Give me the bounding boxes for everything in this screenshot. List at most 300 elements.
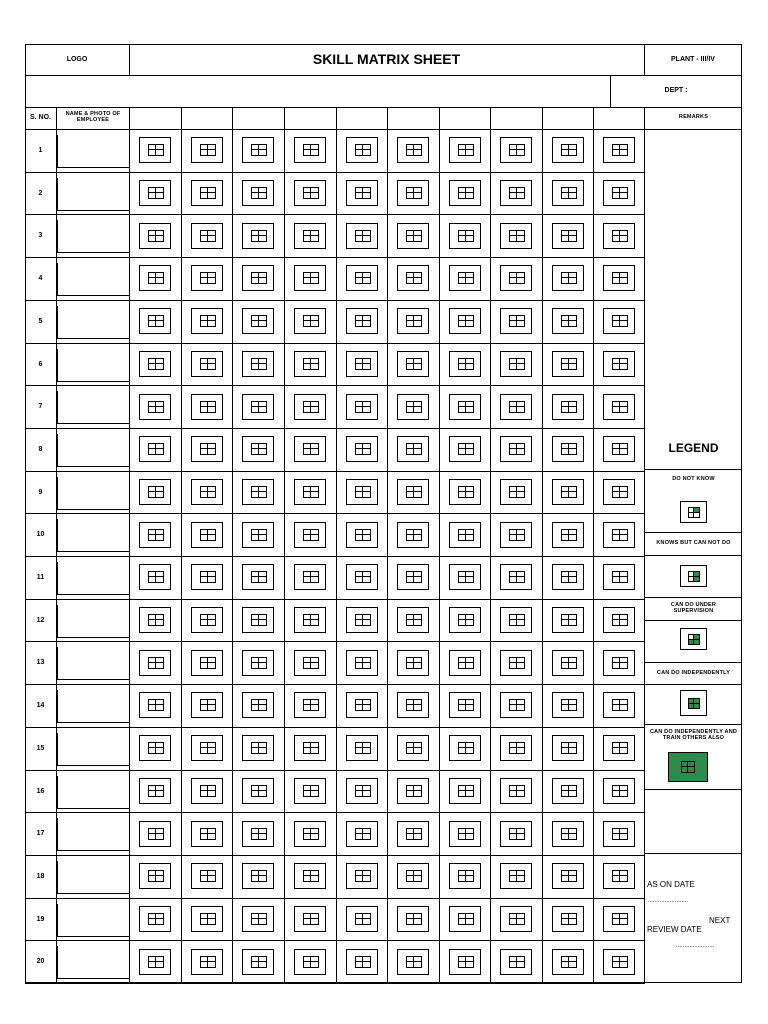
- skill-level-cell[interactable]: [242, 394, 274, 420]
- skill-level-cell[interactable]: [603, 949, 635, 975]
- skill-level-cell[interactable]: [552, 436, 584, 462]
- skill-level-cell[interactable]: [346, 692, 378, 718]
- review-date-blank: .......................: [676, 943, 715, 949]
- skill-level-cell[interactable]: [449, 778, 481, 804]
- skill-level-cell[interactable]: [346, 564, 378, 590]
- skill-level-cell[interactable]: [500, 394, 532, 420]
- skill-level-cell[interactable]: [552, 265, 584, 291]
- skill-level-cell[interactable]: [603, 180, 635, 206]
- skill-level-cell[interactable]: [139, 522, 171, 548]
- skill-level-cell[interactable]: [191, 949, 223, 975]
- employee-name-photo-field[interactable]: [57, 306, 129, 339]
- skill-quadrant-icon: [148, 913, 164, 925]
- skill-level-cell[interactable]: [346, 821, 378, 847]
- skill-level-cell[interactable]: [139, 778, 171, 804]
- divider: [645, 555, 742, 556]
- skill-quadrant-icon: [148, 956, 164, 968]
- skill-level-cell[interactable]: [603, 265, 635, 291]
- skill-level-cell[interactable]: [500, 821, 532, 847]
- skill-level-cell[interactable]: [242, 351, 274, 377]
- skill-level-cell[interactable]: [191, 394, 223, 420]
- skill-quadrant-icon: [251, 401, 267, 413]
- skill-level-cell[interactable]: [552, 735, 584, 761]
- skill-quadrant-icon: [406, 230, 422, 242]
- skill-level-cell[interactable]: [294, 650, 326, 676]
- skill-level-cell[interactable]: [139, 137, 171, 163]
- skill-level-cell[interactable]: [552, 650, 584, 676]
- skill-level-cell[interactable]: [346, 522, 378, 548]
- skill-quadrant-icon: [200, 699, 216, 711]
- skill-level-cell[interactable]: [346, 308, 378, 334]
- skill-level-cell[interactable]: [191, 564, 223, 590]
- skill-quadrant-icon: [561, 870, 577, 882]
- row-serial-number: 20: [36, 957, 45, 965]
- skill-level-cell[interactable]: [552, 607, 584, 633]
- skill-level-cell[interactable]: [449, 479, 481, 505]
- skill-level-cell[interactable]: [449, 906, 481, 932]
- employee-name-photo-field[interactable]: [57, 391, 129, 424]
- skill-level-cell[interactable]: [191, 223, 223, 249]
- skill-quadrant-icon: [303, 913, 319, 925]
- logo-placeholder: LOGO: [66, 55, 88, 63]
- skill-level-cell[interactable]: [552, 863, 584, 889]
- skill-level-cell[interactable]: [552, 351, 584, 377]
- skill-quadrant-icon: [406, 571, 422, 583]
- skill-level-cell[interactable]: [603, 778, 635, 804]
- skill-level-cell[interactable]: [552, 821, 584, 847]
- skill-level-cell[interactable]: [139, 821, 171, 847]
- skill-level-cell[interactable]: [449, 949, 481, 975]
- skill-level-cell[interactable]: [603, 137, 635, 163]
- skill-level-cell[interactable]: [191, 137, 223, 163]
- employee-name-photo-field[interactable]: [57, 178, 129, 211]
- skill-level-cell[interactable]: [242, 180, 274, 206]
- skill-level-cell[interactable]: [346, 479, 378, 505]
- skill-quadrant-icon: [355, 187, 371, 199]
- skill-level-cell[interactable]: [397, 479, 429, 505]
- skill-level-cell[interactable]: [449, 265, 481, 291]
- skill-level-cell[interactable]: [500, 137, 532, 163]
- skill-level-cell[interactable]: [603, 821, 635, 847]
- skill-level-cell[interactable]: [603, 564, 635, 590]
- skill-quadrant-icon: [355, 144, 371, 156]
- skill-level-cell[interactable]: [191, 180, 223, 206]
- skill-level-cell[interactable]: [294, 223, 326, 249]
- skill-level-cell[interactable]: [397, 308, 429, 334]
- skill-level-cell[interactable]: [397, 436, 429, 462]
- employee-name-photo-field[interactable]: [57, 733, 129, 766]
- skill-level-cell[interactable]: [552, 778, 584, 804]
- skill-level-cell[interactable]: [346, 949, 378, 975]
- skill-level-cell[interactable]: [191, 479, 223, 505]
- employee-name-photo-field[interactable]: [57, 562, 129, 595]
- row-serial-number: 10: [36, 530, 45, 538]
- skill-level-cell[interactable]: [191, 778, 223, 804]
- divider: [645, 620, 742, 621]
- row-serial-number: 3: [38, 231, 43, 239]
- skill-level-cell[interactable]: [191, 351, 223, 377]
- skill-level-cell[interactable]: [191, 735, 223, 761]
- skill-level-cell[interactable]: [294, 607, 326, 633]
- skill-level-cell[interactable]: [397, 692, 429, 718]
- skill-quadrant-icon: [355, 956, 371, 968]
- skill-level-cell[interactable]: [346, 223, 378, 249]
- skill-level-cell[interactable]: [397, 650, 429, 676]
- skill-level-cell[interactable]: [397, 351, 429, 377]
- skill-level-cell[interactable]: [500, 949, 532, 975]
- row-divider: [25, 812, 645, 813]
- skill-level-cell[interactable]: [449, 137, 481, 163]
- skill-level-cell[interactable]: [449, 650, 481, 676]
- skill-level-cell[interactable]: [397, 223, 429, 249]
- skill-level-cell[interactable]: [397, 265, 429, 291]
- skill-quadrant-icon: [561, 913, 577, 925]
- skill-level-cell[interactable]: [500, 692, 532, 718]
- skill-level-cell[interactable]: [603, 906, 635, 932]
- employee-name-photo-field[interactable]: [57, 263, 129, 296]
- skill-level-cell[interactable]: [552, 692, 584, 718]
- skill-quadrant-icon: [612, 401, 628, 413]
- skill-level-cell[interactable]: [242, 650, 274, 676]
- skill-level-cell[interactable]: [603, 692, 635, 718]
- skill-level-cell[interactable]: [242, 436, 274, 462]
- skill-level-cell[interactable]: [397, 564, 429, 590]
- row-divider: [25, 599, 645, 600]
- skill-level-cell[interactable]: [346, 137, 378, 163]
- skill-level-cell[interactable]: [603, 863, 635, 889]
- skill-quadrant-icon: [148, 144, 164, 156]
- skill-level-cell[interactable]: [139, 223, 171, 249]
- skill-level-cell[interactable]: [139, 180, 171, 206]
- skill-quadrant-icon: [406, 529, 422, 541]
- skill-level-cell[interactable]: [449, 436, 481, 462]
- skill-quadrant-icon: [561, 614, 577, 626]
- skill-level-cell[interactable]: [552, 522, 584, 548]
- skill-level-cell[interactable]: [139, 436, 171, 462]
- skill-quadrant-icon: [406, 913, 422, 925]
- skill-level-cell[interactable]: [397, 607, 429, 633]
- skill-level-cell[interactable]: [294, 394, 326, 420]
- skill-level-cell[interactable]: [191, 863, 223, 889]
- skill-level-cell[interactable]: [191, 821, 223, 847]
- skill-level-cell[interactable]: [242, 692, 274, 718]
- skill-level-cell[interactable]: [139, 949, 171, 975]
- row-serial-number: 11: [36, 573, 45, 581]
- skill-quadrant-icon: [148, 187, 164, 199]
- skill-quadrant-icon: [148, 785, 164, 797]
- skill-level-cell[interactable]: [346, 180, 378, 206]
- skill-level-cell[interactable]: [294, 180, 326, 206]
- skill-level-cell[interactable]: [294, 906, 326, 932]
- skill-quadrant-icon: [458, 315, 474, 327]
- skill-level-cell[interactable]: [500, 351, 532, 377]
- employee-name-photo-field[interactable]: [57, 861, 129, 894]
- skill-level-cell[interactable]: [552, 564, 584, 590]
- skill-quadrant-icon: [458, 913, 474, 925]
- skill-quadrant-icon: [200, 401, 216, 413]
- skill-level-cell[interactable]: [500, 180, 532, 206]
- skill-level-cell[interactable]: [397, 137, 429, 163]
- skill-level-cell[interactable]: [552, 906, 584, 932]
- employee-name-photo-field[interactable]: [57, 477, 129, 510]
- skill-level-cell[interactable]: [139, 308, 171, 334]
- skill-level-cell[interactable]: [500, 479, 532, 505]
- row-serial-number: 5: [38, 317, 43, 325]
- skill-level-cell[interactable]: [397, 735, 429, 761]
- skill-quadrant-icon: [355, 870, 371, 882]
- skill-level-cell[interactable]: [500, 308, 532, 334]
- skill-quadrant-icon: [355, 230, 371, 242]
- skill-quadrant-icon: [355, 571, 371, 583]
- skill-quadrant-icon: [509, 785, 525, 797]
- skill-quadrant-icon: [251, 571, 267, 583]
- skill-quadrant-icon: [148, 315, 164, 327]
- skill-quadrant-icon: [200, 828, 216, 840]
- skill-level-cell[interactable]: [294, 863, 326, 889]
- employee-name-photo-field[interactable]: [57, 519, 129, 552]
- employee-name-photo-field[interactable]: [57, 776, 129, 809]
- skill-quadrant-icon: [148, 742, 164, 754]
- skill-level-cell[interactable]: [500, 863, 532, 889]
- skill-level-cell[interactable]: [449, 223, 481, 249]
- skill-level-cell[interactable]: [500, 564, 532, 590]
- row-divider: [25, 513, 645, 514]
- skill-level-cell[interactable]: [603, 607, 635, 633]
- skill-level-cell[interactable]: [139, 906, 171, 932]
- skill-level-cell[interactable]: [346, 778, 378, 804]
- skill-level-cell[interactable]: [242, 137, 274, 163]
- skill-level-cell[interactable]: [397, 522, 429, 548]
- skill-level-cell[interactable]: [552, 949, 584, 975]
- next-label: NEXT: [709, 916, 731, 925]
- skill-level-cell[interactable]: [294, 137, 326, 163]
- skill-level-cell[interactable]: [242, 821, 274, 847]
- skill-level-cell[interactable]: [552, 479, 584, 505]
- skill-quadrant-icon: [406, 614, 422, 626]
- skill-level-cell[interactable]: [603, 308, 635, 334]
- skill-level-cell[interactable]: [191, 522, 223, 548]
- legend-icon-knows-but-cannot-do: [680, 565, 707, 587]
- skill-level-cell[interactable]: [242, 479, 274, 505]
- skill-level-cell[interactable]: [346, 265, 378, 291]
- skill-level-cell[interactable]: [449, 564, 481, 590]
- skill-level-cell[interactable]: [242, 778, 274, 804]
- skill-quadrant-icon: [303, 443, 319, 455]
- skill-level-cell[interactable]: [500, 650, 532, 676]
- skill-level-cell[interactable]: [191, 692, 223, 718]
- skill-quadrant-icon: [612, 272, 628, 284]
- skill-level-cell[interactable]: [552, 223, 584, 249]
- skill-level-cell[interactable]: [552, 180, 584, 206]
- skill-quadrant-icon: [509, 657, 525, 669]
- row-serial-number: 17: [36, 829, 45, 837]
- skill-level-cell[interactable]: [552, 394, 584, 420]
- skill-level-cell[interactable]: [191, 607, 223, 633]
- skill-level-cell[interactable]: [139, 564, 171, 590]
- review-date-label: REVIEW DATE: [647, 925, 702, 934]
- row-serial-number: 19: [36, 915, 45, 923]
- skill-quadrant-icon: [148, 529, 164, 541]
- skill-level-cell[interactable]: [603, 394, 635, 420]
- skill-level-cell[interactable]: [242, 308, 274, 334]
- skill-level-cell[interactable]: [294, 821, 326, 847]
- employee-name-photo-field[interactable]: [57, 904, 129, 937]
- skill-quadrant-icon: [458, 699, 474, 711]
- skill-level-cell[interactable]: [139, 692, 171, 718]
- skill-quadrant-icon: [200, 529, 216, 541]
- skill-level-cell[interactable]: [449, 821, 481, 847]
- skill-level-cell[interactable]: [139, 735, 171, 761]
- skill-level-cell[interactable]: [242, 735, 274, 761]
- skill-level-cell[interactable]: [346, 607, 378, 633]
- skill-level-cell[interactable]: [242, 607, 274, 633]
- skill-level-cell[interactable]: [346, 351, 378, 377]
- employee-name-photo-field[interactable]: [57, 135, 129, 168]
- skill-level-cell[interactable]: [500, 265, 532, 291]
- skill-level-cell[interactable]: [242, 564, 274, 590]
- skill-level-cell[interactable]: [294, 564, 326, 590]
- employee-name-photo-field[interactable]: [57, 605, 129, 638]
- skill-quadrant-icon: [458, 742, 474, 754]
- row-serial-number: 1: [38, 146, 43, 154]
- skill-quadrant-icon: [509, 571, 525, 583]
- skill-quadrant-icon: [561, 657, 577, 669]
- skill-quadrant-icon: [561, 187, 577, 199]
- skill-level-cell[interactable]: [449, 351, 481, 377]
- skill-level-cell[interactable]: [346, 650, 378, 676]
- skill-quadrant-icon: [355, 657, 371, 669]
- skill-level-cell[interactable]: [242, 265, 274, 291]
- skill-level-cell[interactable]: [294, 692, 326, 718]
- skill-quadrant-icon: [251, 657, 267, 669]
- row-divider: [25, 300, 645, 301]
- grid-divider: [232, 107, 233, 983]
- skill-level-cell[interactable]: [294, 778, 326, 804]
- skill-level-cell[interactable]: [139, 394, 171, 420]
- skill-quadrant-icon: [303, 956, 319, 968]
- skill-level-cell[interactable]: [191, 265, 223, 291]
- skill-level-cell[interactable]: [397, 821, 429, 847]
- skill-level-cell[interactable]: [346, 863, 378, 889]
- skill-level-cell[interactable]: [449, 180, 481, 206]
- skill-level-cell[interactable]: [603, 436, 635, 462]
- skill-level-cell[interactable]: [500, 522, 532, 548]
- skill-level-cell[interactable]: [346, 735, 378, 761]
- as-on-date-blank: ........................: [648, 898, 689, 904]
- skill-level-cell[interactable]: [346, 436, 378, 462]
- skill-level-cell[interactable]: [500, 735, 532, 761]
- skill-level-cell[interactable]: [139, 265, 171, 291]
- employee-name-photo-field[interactable]: [57, 690, 129, 723]
- skill-level-cell[interactable]: [294, 265, 326, 291]
- employee-name-photo-field[interactable]: [57, 647, 129, 680]
- skill-level-cell[interactable]: [397, 906, 429, 932]
- skill-quadrant-icon: [355, 272, 371, 284]
- skill-level-cell[interactable]: [449, 692, 481, 718]
- skill-level-cell[interactable]: [242, 906, 274, 932]
- skill-level-cell[interactable]: [242, 223, 274, 249]
- skill-level-cell[interactable]: [603, 522, 635, 548]
- skill-level-cell[interactable]: [346, 906, 378, 932]
- grid-divider: [284, 107, 285, 983]
- skill-quadrant-icon: [561, 443, 577, 455]
- skill-quadrant-icon: [458, 571, 474, 583]
- skill-level-cell[interactable]: [139, 351, 171, 377]
- skill-quadrant-icon: [561, 529, 577, 541]
- skill-level-cell[interactable]: [449, 394, 481, 420]
- skill-level-cell[interactable]: [191, 436, 223, 462]
- skill-quadrant-icon: [561, 742, 577, 754]
- skill-level-cell[interactable]: [552, 308, 584, 334]
- skill-level-cell[interactable]: [500, 223, 532, 249]
- skill-level-cell[interactable]: [139, 650, 171, 676]
- skill-level-cell[interactable]: [397, 394, 429, 420]
- skill-level-cell[interactable]: [397, 863, 429, 889]
- skill-level-cell[interactable]: [397, 180, 429, 206]
- skill-quadrant-icon: [355, 486, 371, 498]
- skill-level-cell[interactable]: [191, 650, 223, 676]
- skill-level-cell[interactable]: [603, 735, 635, 761]
- skill-level-cell[interactable]: [242, 863, 274, 889]
- skill-level-cell[interactable]: [449, 863, 481, 889]
- skill-level-cell[interactable]: [294, 351, 326, 377]
- skill-level-cell[interactable]: [603, 351, 635, 377]
- skill-level-cell[interactable]: [191, 906, 223, 932]
- skill-level-cell[interactable]: [500, 778, 532, 804]
- skill-level-cell[interactable]: [294, 436, 326, 462]
- employee-name-photo-field[interactable]: [57, 434, 129, 467]
- skill-level-cell[interactable]: [294, 522, 326, 548]
- skill-level-cell[interactable]: [294, 735, 326, 761]
- skill-level-cell[interactable]: [139, 863, 171, 889]
- skill-level-cell[interactable]: [242, 949, 274, 975]
- skill-level-cell[interactable]: [500, 607, 532, 633]
- skill-level-cell[interactable]: [294, 949, 326, 975]
- legend-label-can-do-independently: CAN DO INDEPENDENTLY: [656, 669, 731, 676]
- skill-level-cell[interactable]: [603, 650, 635, 676]
- skill-level-cell[interactable]: [449, 607, 481, 633]
- skill-level-cell[interactable]: [191, 308, 223, 334]
- employee-name-photo-field[interactable]: [57, 349, 129, 382]
- skill-level-cell[interactable]: [294, 479, 326, 505]
- skill-quadrant-icon: [509, 529, 525, 541]
- skill-level-cell[interactable]: [294, 308, 326, 334]
- skill-quadrant-icon: [303, 401, 319, 413]
- skill-level-cell[interactable]: [397, 778, 429, 804]
- employee-name-photo-field[interactable]: [57, 946, 129, 979]
- skill-quadrant-icon: [509, 699, 525, 711]
- skill-quadrant-icon: [612, 358, 628, 370]
- skill-quadrant-icon: [509, 828, 525, 840]
- skill-quadrant-icon: [509, 913, 525, 925]
- skill-level-cell[interactable]: [449, 308, 481, 334]
- skill-level-cell[interactable]: [500, 436, 532, 462]
- skill-level-cell[interactable]: [139, 607, 171, 633]
- employee-name-photo-field[interactable]: [57, 818, 129, 851]
- skill-level-cell[interactable]: [346, 394, 378, 420]
- skill-level-cell[interactable]: [603, 223, 635, 249]
- skill-level-cell[interactable]: [139, 479, 171, 505]
- skill-level-cell[interactable]: [552, 137, 584, 163]
- skill-level-cell[interactable]: [500, 906, 532, 932]
- skill-level-cell[interactable]: [449, 522, 481, 548]
- employee-name-photo-field[interactable]: [57, 220, 129, 253]
- skill-level-cell[interactable]: [242, 522, 274, 548]
- skill-level-cell[interactable]: [449, 735, 481, 761]
- skill-level-cell[interactable]: [397, 949, 429, 975]
- skill-level-cell[interactable]: [603, 479, 635, 505]
- row-divider: [25, 343, 645, 344]
